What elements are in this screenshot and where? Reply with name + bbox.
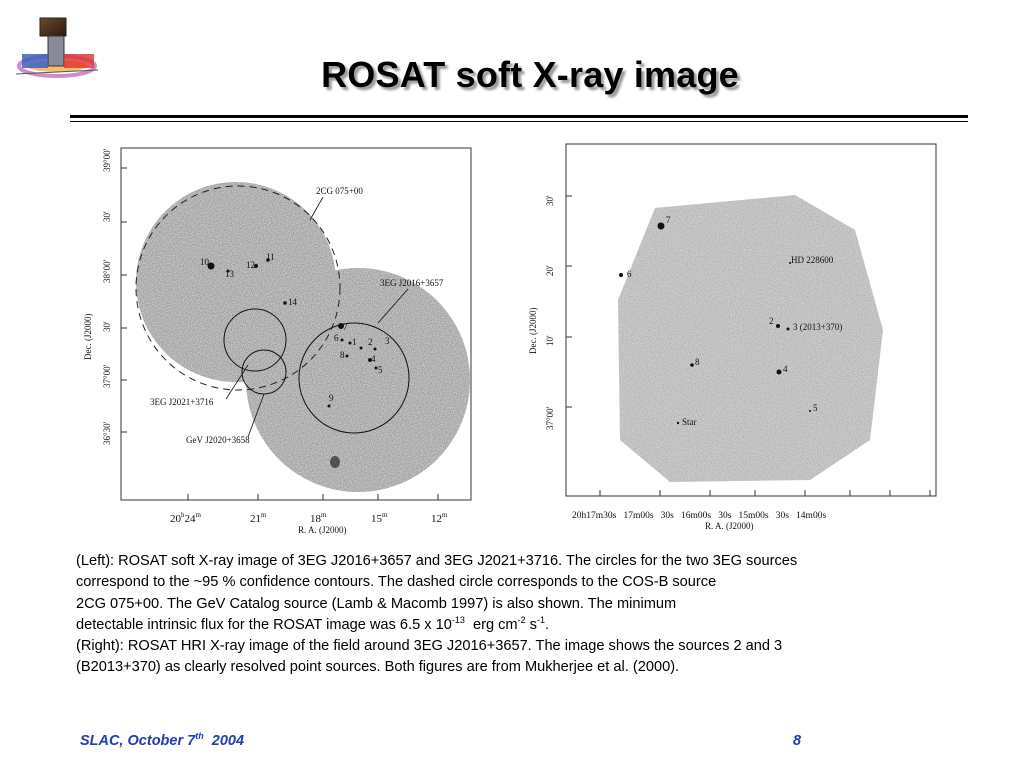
- figure-caption: [76, 551, 936, 679]
- right-ytick-0: 30': [545, 195, 555, 206]
- left-ytick-4: 37°00': [102, 364, 112, 388]
- caption-line-5: (Right): ROSAT HRI X-ray image of the field around 3EG J2016+3657. The image shows the sources 2 and 3: [76, 638, 783, 655]
- src-label-8: 8: [340, 350, 345, 360]
- r-src-8: 8: [695, 357, 700, 367]
- footer-venue: SLAC, October 7th 2004: [80, 731, 245, 749]
- caption-line-2: correspond to the ~95 % confidence contours. The dashed circle corresponds to the COS-B source: [76, 574, 717, 591]
- label-2cg: 2CG 075+00: [316, 186, 363, 196]
- left-ylabel: Dec. (J2000): [83, 313, 93, 360]
- left-xtick-3: 15$^m$: [371, 511, 388, 525]
- page-number: 8: [793, 733, 802, 749]
- label-gev: GeV J2020+3658: [186, 435, 250, 445]
- right-xlabel: R. A. (J2000): [705, 521, 754, 531]
- label-3eg-2021: 3EG J2021+3716: [150, 397, 214, 407]
- left-ytick-1: 30': [102, 211, 112, 222]
- r-src-7: 7: [666, 215, 671, 225]
- src-label-9: 9: [329, 393, 334, 403]
- src-label-13: 13: [225, 269, 234, 279]
- caption-line-1: (Left): ROSAT soft X-ray image of 3EG J2016+3657 and 3EG J2021+3716. The circles for the two 3EG sources: [76, 553, 798, 569]
- src-label-12: 12: [246, 260, 255, 270]
- r-src-5: 5: [813, 403, 818, 413]
- src-label-6: 6: [334, 333, 339, 343]
- left-ytick-3: 30': [102, 321, 112, 332]
- slide-title: ROSAT soft X-ray image: [321, 54, 739, 95]
- right-xticks: 20h17m30s 17m00s 30s 16m00s 30s 15m00s 30s 14m00s: [572, 511, 827, 521]
- right-ytick-1: 20': [545, 265, 555, 276]
- src-label-1: 1: [352, 337, 357, 347]
- caption-line-3: 2CG 075+00. The GeV Catalog source (Lamb & Macomb 1997) is also shown. The minimum: [76, 595, 677, 612]
- src-label-4: 4: [371, 354, 376, 364]
- left-xtick-4: 12$^m$: [431, 511, 448, 525]
- satellite-logo-icon: [12, 14, 104, 86]
- right-ytick-3: 37°00': [545, 406, 555, 430]
- left-ytick-0: 39°00': [102, 148, 112, 172]
- title-rule-thin: [70, 121, 968, 122]
- src-label-10: 10: [200, 257, 209, 267]
- left-xlabel: R. A. (J2000): [298, 525, 347, 535]
- src-label-11: 11: [266, 252, 275, 262]
- label-3eg-2016: 3EG J2016+3657: [380, 278, 444, 288]
- src-label-2: 2: [368, 337, 373, 347]
- src-label-14: 14: [288, 297, 297, 307]
- caption-line-6: (B2013+370) as clearly resolved point sources. Both figures are from Mukherjee et al. (2000).: [76, 659, 680, 676]
- left-ytick-5: 36°30': [102, 421, 112, 445]
- src-label-3: 3: [385, 336, 390, 346]
- right-ylabel: Dec. (J2000): [528, 307, 538, 354]
- title-rule-thick: [70, 115, 968, 118]
- src-label-7: 7: [343, 322, 348, 332]
- left-xtick-0: 20$^h$24$^m$: [170, 511, 201, 525]
- right-rosat-hri-image: [520, 140, 950, 535]
- src-label-5: 5: [378, 365, 383, 375]
- r-src-2: 2: [769, 316, 774, 326]
- r-label-hd: HD 228600: [791, 255, 834, 265]
- caption-line-4: detectable intrinsic flux for the ROSAT image was 6.5 x $10^{-13}$ erg $cm^{-2}$ $s^{-1}$.: [76, 614, 550, 633]
- r-label-star: Star: [682, 417, 697, 427]
- right-ytick-2: 10': [545, 335, 555, 346]
- left-rosat-image: [78, 140, 478, 535]
- r-label-2013: 3 (2013+370): [793, 322, 843, 332]
- left-xtick-1: 21$^m$: [250, 511, 267, 525]
- left-xtick-2: 18$^m$: [310, 511, 327, 525]
- left-ytick-2: 38°00': [102, 259, 112, 283]
- r-src-6: 6: [627, 269, 632, 279]
- r-src-4: 4: [783, 364, 788, 374]
